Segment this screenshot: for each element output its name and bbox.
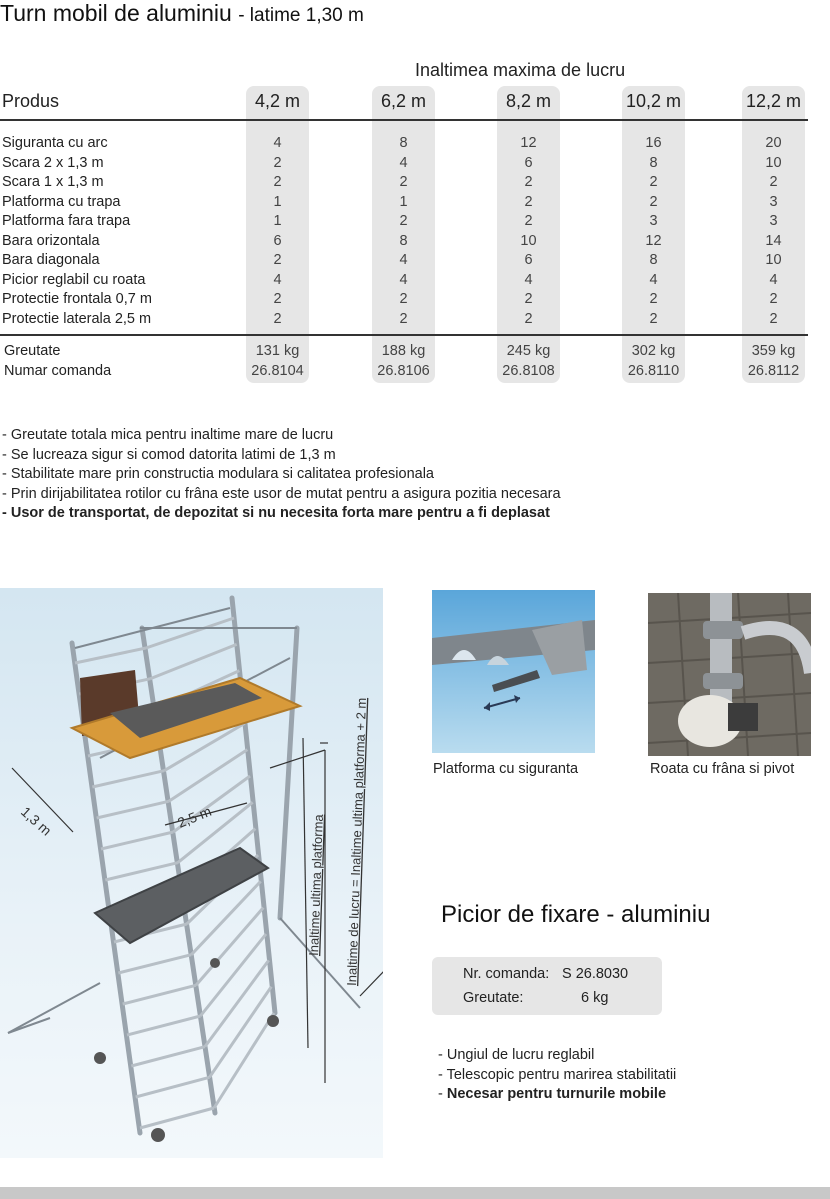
footer-cell: 245 kg bbox=[506, 343, 551, 359]
table-cell: 1 bbox=[273, 213, 282, 229]
table-cell: 2 bbox=[399, 213, 408, 229]
fixing-leg-feature-item bbox=[438, 1066, 676, 1086]
table-cell: 2 bbox=[649, 291, 658, 307]
height-caption: Inaltimea maxima de lucru bbox=[415, 60, 626, 80]
table-cell: 2 bbox=[769, 310, 778, 327]
table-cell: 2 bbox=[399, 291, 408, 307]
rung bbox=[146, 618, 234, 648]
feature-item: - Usor de transportat, de depozitat si nu necesita forta mare pentru a fi deplasat bbox=[2, 505, 550, 521]
fixing-leg-feature-item bbox=[438, 1085, 676, 1105]
table-cell: 2 bbox=[273, 291, 282, 307]
row-label: Platforma cu trapa bbox=[2, 193, 121, 210]
table-cell: 2 bbox=[649, 310, 658, 327]
footer-label: Greutate bbox=[4, 343, 61, 359]
table-cell: 10 bbox=[520, 232, 537, 249]
table-cell: 2 bbox=[273, 174, 282, 190]
rung bbox=[131, 1047, 205, 1066]
table-cell: 4 bbox=[399, 271, 408, 288]
column-header: 4,2 m bbox=[254, 91, 301, 111]
table-cell: 2 bbox=[524, 291, 533, 307]
table-cell: 4 bbox=[649, 271, 658, 288]
table-cell: 14 bbox=[765, 232, 782, 249]
rung bbox=[105, 863, 177, 880]
fixing-leg-feature-list bbox=[438, 1046, 676, 1105]
wheel-icon bbox=[94, 1052, 106, 1064]
footer-cell: 302 kg bbox=[631, 343, 676, 359]
fixing-leg-feature-text: - Ungiul de lucru reglabil bbox=[438, 1047, 595, 1063]
table-cell: 3 bbox=[769, 213, 778, 229]
tower-diagram bbox=[0, 588, 383, 1158]
row-label: Bara diagonala bbox=[2, 252, 100, 268]
table-cell: 10 bbox=[765, 154, 782, 171]
table-cell: 2 bbox=[399, 174, 408, 190]
fixing-leg-weight-value: 6 kg bbox=[581, 990, 609, 1006]
footer-cell: 188 kg bbox=[381, 343, 426, 359]
wheel-icon bbox=[151, 1128, 165, 1142]
table-cell: 1 bbox=[399, 193, 408, 210]
table-cell: 20 bbox=[765, 135, 782, 151]
rung bbox=[123, 985, 196, 1004]
row-label: Platforma fara trapa bbox=[2, 213, 131, 229]
fixing-leg-feature-text: - Telescopic pentru marirea stabilitatii bbox=[438, 1066, 677, 1083]
footer-rule bbox=[0, 334, 808, 336]
rung bbox=[127, 1016, 200, 1035]
platform-photo-caption: Platforma cu siguranta bbox=[433, 761, 579, 777]
table-cell: 6 bbox=[273, 232, 282, 249]
table-cell: 2 bbox=[399, 310, 408, 327]
row-label: Protectie laterala 2,5 m bbox=[2, 310, 152, 327]
platform-photo bbox=[432, 590, 595, 753]
wheel-photo bbox=[648, 593, 811, 756]
feature-list bbox=[2, 426, 561, 524]
table-cell: 2 bbox=[649, 193, 658, 210]
rung bbox=[97, 801, 169, 818]
table-cell: 2 bbox=[524, 193, 533, 210]
fixing-leg-feature-text: Necesar pentru turnurile mobile bbox=[446, 1086, 667, 1102]
length-dimension-label: 2,5 m bbox=[175, 802, 214, 831]
table-cell: 4 bbox=[399, 252, 408, 268]
work-height-label: Inaltime de lucru = Inaltime ultima platforma + 2 m bbox=[344, 697, 370, 987]
wheel-icon bbox=[267, 1015, 279, 1027]
table-cell: 6 bbox=[524, 154, 533, 171]
fixing-leg-feature-item bbox=[438, 1046, 676, 1066]
rung bbox=[136, 1077, 210, 1097]
lower-platform bbox=[95, 848, 268, 943]
table-cell: 16 bbox=[645, 135, 662, 151]
table-cell: 8 bbox=[399, 135, 408, 151]
fixing-leg-weight-label: Greutate: bbox=[463, 990, 524, 1006]
row-label: Protectie frontala 0,7 m bbox=[2, 291, 152, 307]
rung bbox=[140, 1108, 214, 1128]
row-label: Scara 1 x 1,3 m bbox=[2, 174, 104, 190]
table-cell: 4 bbox=[273, 135, 282, 151]
bottom-bar bbox=[0, 1187, 830, 1199]
feature-item: - Se lucreaza sigur si comod datorita latimi de 1,3 m bbox=[2, 446, 336, 463]
wheel-icon bbox=[210, 958, 220, 968]
table-cell: 2 bbox=[769, 174, 778, 190]
table-cell: 8 bbox=[649, 154, 658, 171]
rung bbox=[101, 832, 173, 849]
table-cell: 6 bbox=[524, 252, 533, 268]
table-cell: 10 bbox=[765, 252, 782, 268]
fixing-leg-order-label: Nr. comanda: bbox=[463, 966, 550, 982]
rung bbox=[118, 955, 191, 973]
platform-height-label: Inaltime ultima platforma bbox=[306, 814, 326, 957]
table-cell: 4 bbox=[273, 271, 282, 288]
footer-cell: 359 kg bbox=[751, 343, 796, 359]
row-label: Picior reglabil cu roata bbox=[2, 271, 146, 288]
table-cell: 2 bbox=[524, 310, 533, 327]
rung bbox=[75, 648, 146, 663]
tower-illustration bbox=[0, 588, 383, 1158]
row-label: Siguranta cu arc bbox=[2, 135, 108, 151]
table-cell: 12 bbox=[645, 232, 662, 249]
list-dash: - bbox=[438, 1086, 447, 1102]
table-cell: 12 bbox=[520, 135, 537, 151]
rung bbox=[196, 908, 263, 986]
column-header: 12,2 m bbox=[745, 91, 802, 111]
column-header: 6,2 m bbox=[380, 91, 427, 111]
table-cell: 8 bbox=[399, 232, 408, 249]
table-cell: 2 bbox=[273, 310, 282, 327]
footer-label: Numar comanda bbox=[4, 363, 112, 379]
fixing-leg-order-value: S 26.8030 bbox=[562, 966, 629, 982]
rung bbox=[169, 750, 248, 802]
fixing-leg-title: Picior de fixare - aluminiu bbox=[441, 901, 711, 928]
wheel-photo-caption: Roata cu frâna si pivot bbox=[650, 761, 795, 777]
footer-cell: 26.8112 bbox=[747, 363, 800, 379]
table-cell: 2 bbox=[649, 174, 658, 190]
table-cell: 8 bbox=[649, 252, 658, 268]
footer-cell: 26.8110 bbox=[627, 363, 680, 379]
rung bbox=[151, 644, 237, 678]
feature-item: - Greutate totala mica pentru inaltime mare de lucru bbox=[2, 427, 334, 443]
table-cell: 4 bbox=[769, 271, 778, 288]
table-cell: 2 bbox=[524, 174, 533, 190]
table-cell: 4 bbox=[399, 154, 408, 171]
product-column-label: Produs bbox=[2, 91, 60, 111]
page-title bbox=[0, 0, 364, 27]
table-cell: 3 bbox=[649, 213, 658, 229]
table-cell: 2 bbox=[769, 291, 778, 307]
column-header: 8,2 m bbox=[505, 91, 552, 111]
table-cell: 4 bbox=[524, 271, 533, 288]
column-header: 10,2 m bbox=[625, 91, 682, 111]
rung bbox=[92, 771, 164, 787]
table-cell: 1 bbox=[273, 193, 282, 210]
row-label: Scara 2 x 1,3 m bbox=[2, 154, 104, 171]
footer-cell: 26.8106 bbox=[377, 363, 430, 379]
title-sub: - latime 1,30 m bbox=[238, 5, 364, 26]
header-rule bbox=[0, 119, 808, 121]
feature-item: - Prin dirijabilitatea rotilor cu frâna este usor de mutat pentru a asigura pozitia necesara bbox=[2, 485, 561, 502]
title-main: Turn mobil de aluminiu bbox=[0, 0, 232, 26]
footer-cell: 26.8108 bbox=[502, 363, 555, 379]
table-cell: 2 bbox=[273, 252, 282, 268]
width-dimension-label: 1,3 m bbox=[17, 803, 55, 839]
footer-cell: 131 kg bbox=[255, 343, 300, 359]
row-label: Bara orizontala bbox=[2, 232, 100, 249]
table-cell: 3 bbox=[769, 193, 778, 210]
feature-item: - Stabilitate mare prin constructia modulara si calitatea profesionala bbox=[2, 466, 434, 482]
table-cell: 2 bbox=[524, 213, 533, 229]
table-cell: 2 bbox=[273, 154, 282, 171]
footer-cell: 26.8104 bbox=[251, 363, 304, 379]
